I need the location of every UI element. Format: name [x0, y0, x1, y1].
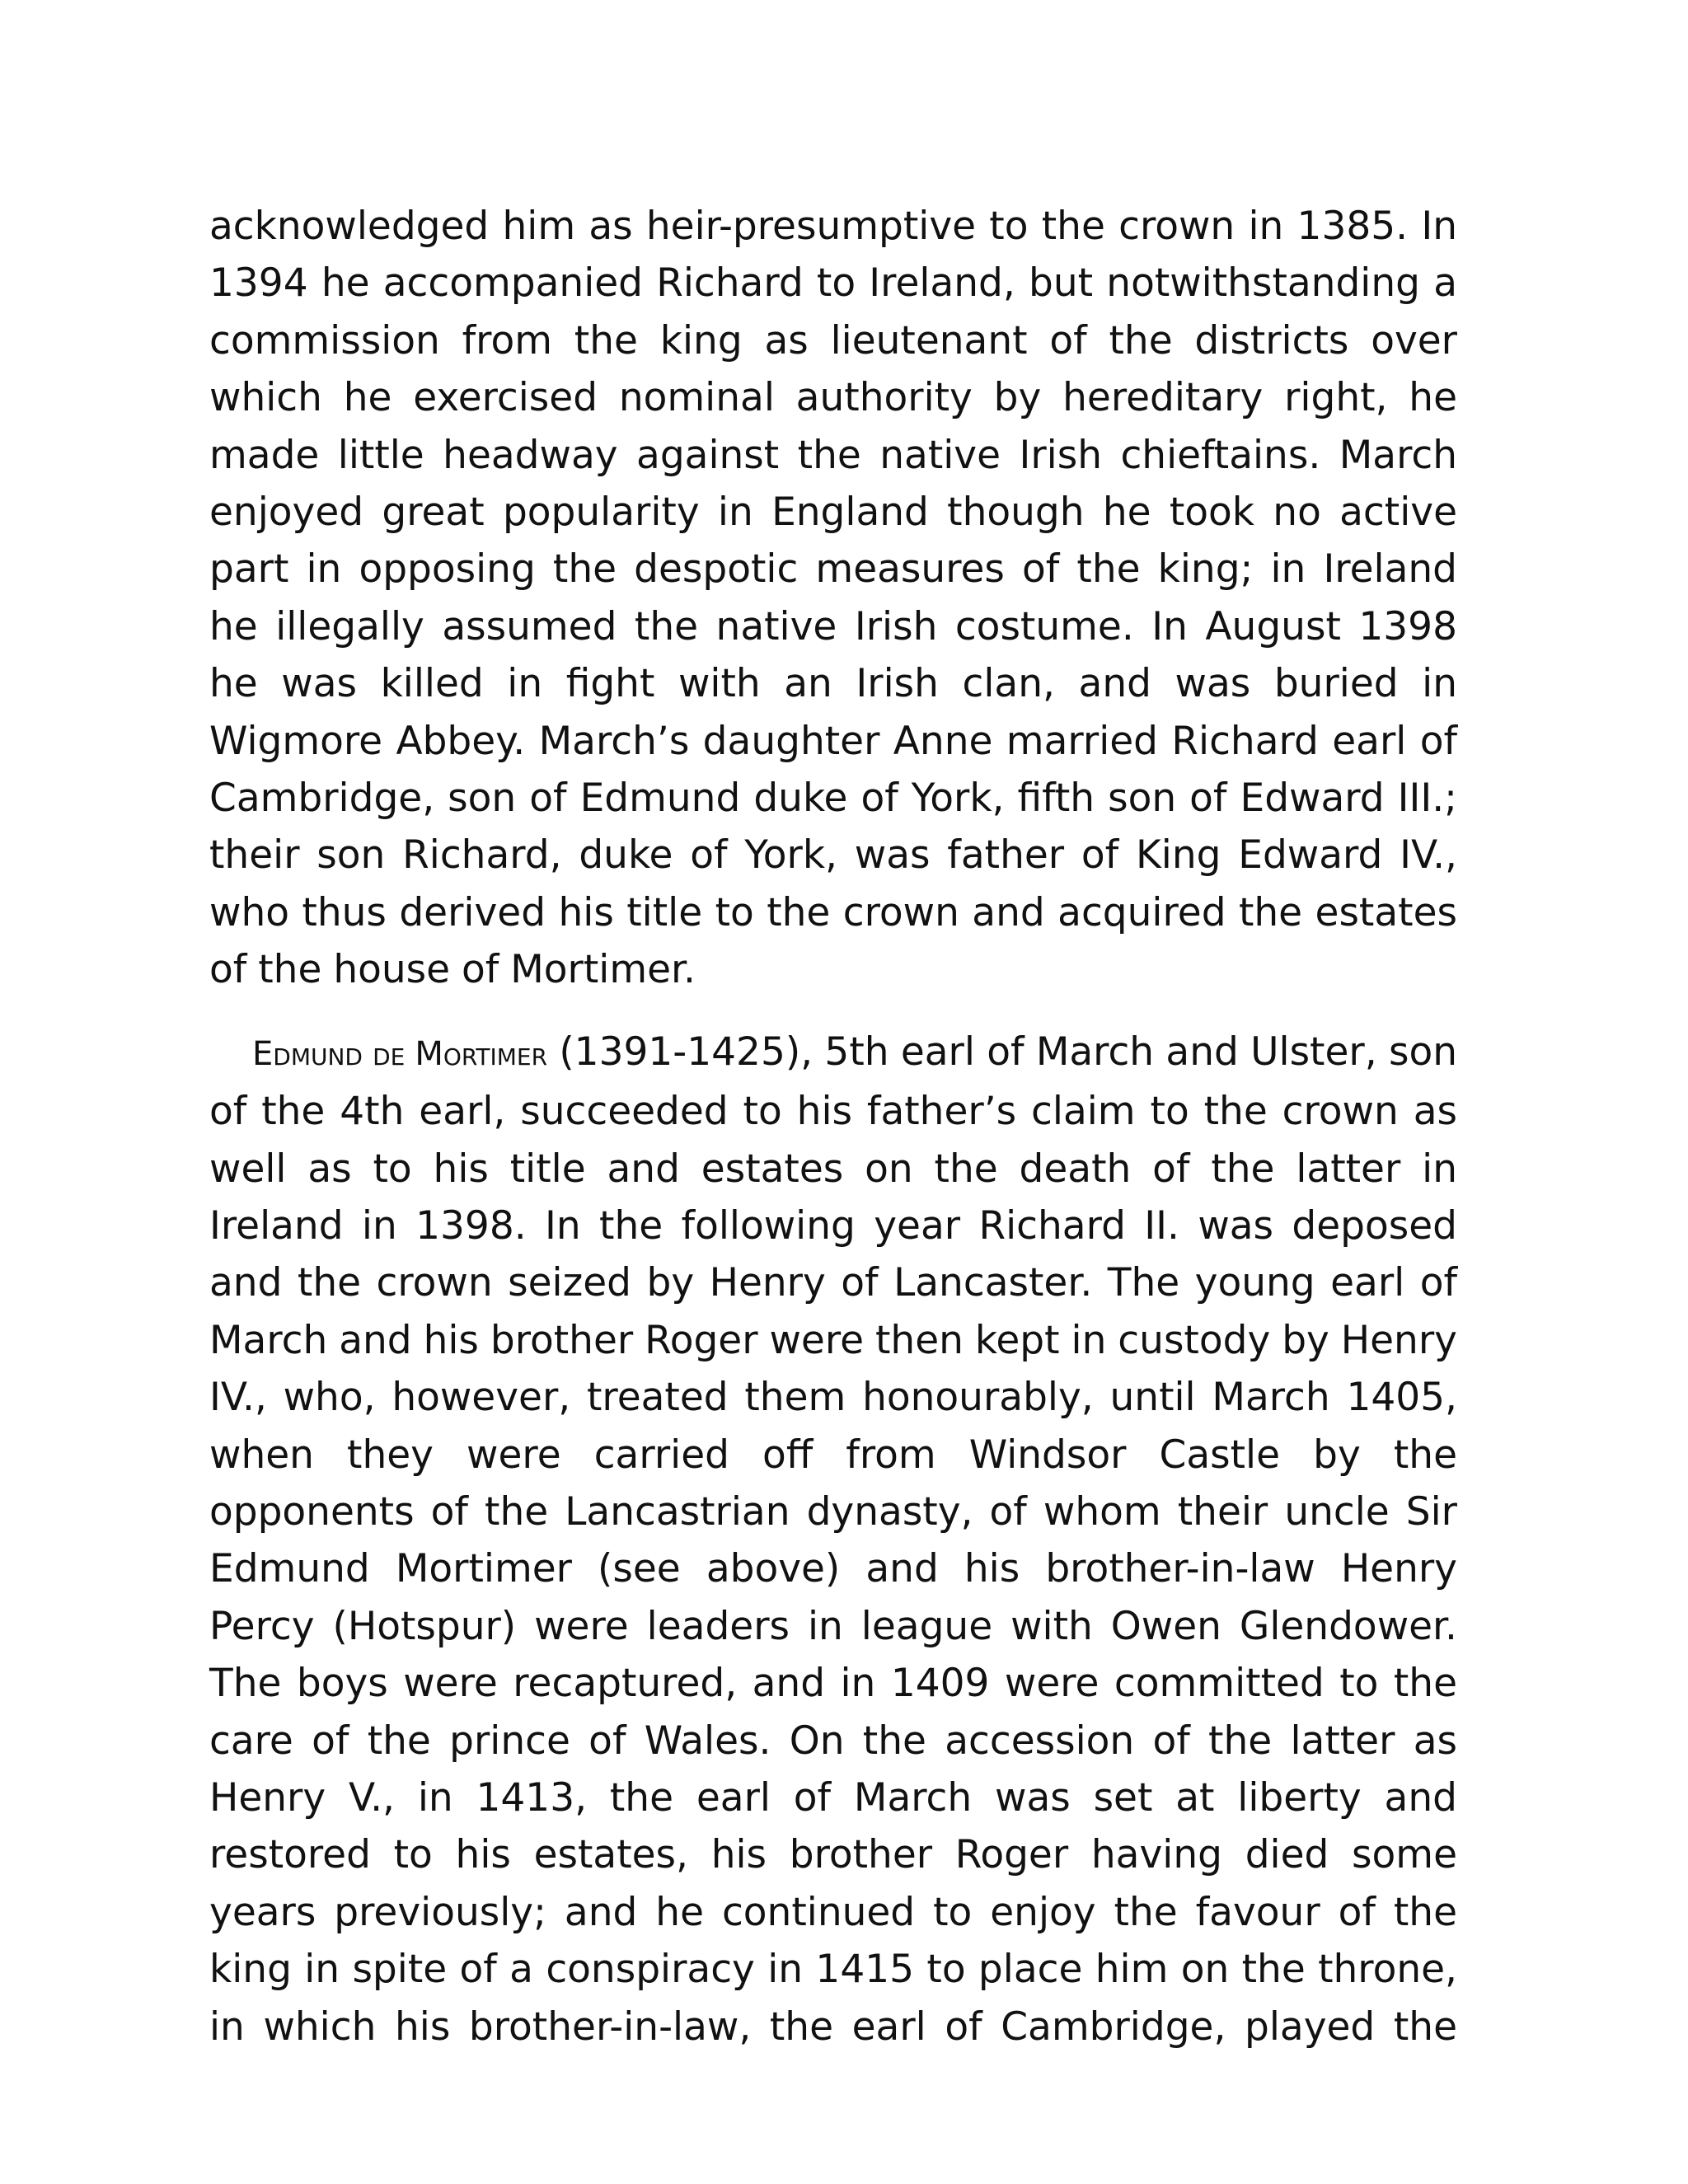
paragraph-edmund-de-mortimer-text: (1391-1425), 5th earl of March and Ulster, son of the 4th earl, succeeded to his father’s claim to the crown as well as to his title and estates on the death of the latter in Ireland in 1398. In the following year Richard II. was deposed and the crown seized by Henry of Lancaster. The young earl of March and his brother Roger were then kept in custody by Henry IV., who, however, treated them honourably, until March 1405, when they were carried off from Windsor Castle by the opponents of the Lancastrian dynasty, of whom their uncle Sir Edmund Mortimer (see above) and his brother-in-law Henry Percy (Hotspur) were leaders in league with Owen Glendower. The boys were recaptured, and in 1409 were committed to the care of the prince of Wales. On the accession of the latter as Henry V., in 1413, the earl of March was set at liberty and restored to his estates, his brother Roger having died some years previously; and he continued to enjoy the favour of the king in spite of a conspiracy in 1415 to place him on the throne, in which his brother-in-law, the earl of Cambridge, played the: [209, 1029, 1457, 2050]
paragraph-roger-mortimer-continuation: acknowledged him as heir-presumptive to the crown in 1385. In 1394 he accompanied Richard to Ireland, but notwithstanding a commission from the king as lieutenant of the districts over which he exercised nominal authority by hereditary right, he made little headway against the native Irish chieftains. March enjoyed great popularity in England though he took no active part in opposing the despotic measures of the king; in Ireland he illegally assumed the native Irish costume. In August 1398 he was killed in fight with an Irish clan, and was buried in Wigmore Abbey. March’s daughter Anne married Richard earl of Cambridge, son of Edmund duke of York, fifth son of Edward III.; their son Richard, duke of York, was father of King Edward IV., who thus derived his title to the crown and acquired the estates of the house of Mortimer.: [209, 204, 1457, 993]
entry-heading-edmund-de-mortimer: Edmund de Mortimer: [252, 1034, 548, 1073]
paragraph-edmund-de-mortimer: [209, 1024, 1457, 2055]
body-text: [209, 198, 1457, 2055]
